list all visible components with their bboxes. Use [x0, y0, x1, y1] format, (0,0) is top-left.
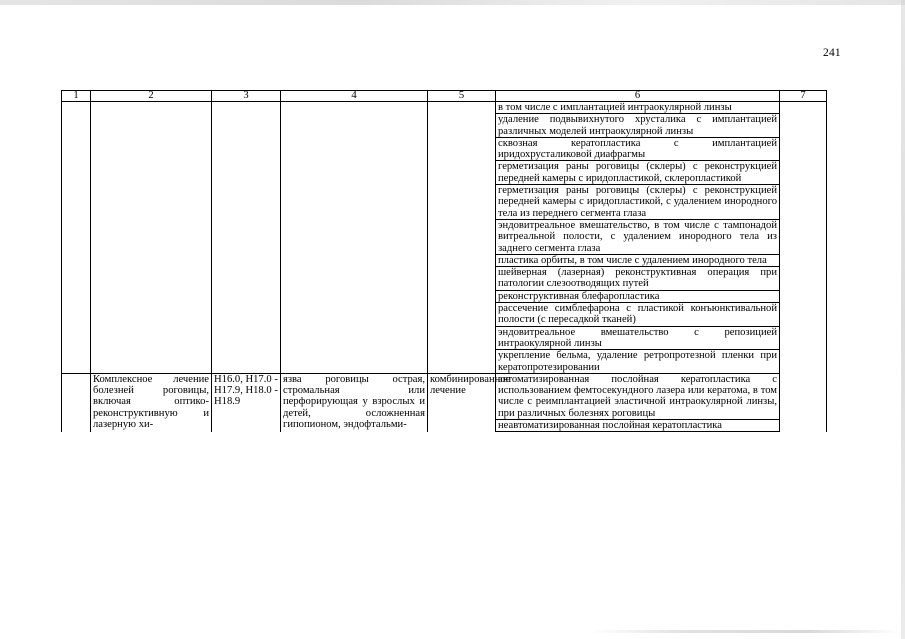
method-cell: укрепление бельма, удаление ретропротезной пленки при кератопротезировании	[496, 350, 780, 374]
method-cell: неавтоматизированная послойная кератопластика	[496, 420, 780, 432]
method-cell: сквозная кератопластика с имплантацией иридохрусталиковой диафрагмы	[496, 137, 780, 161]
method-cell: эндовитреальное вмешательство, в том числе с тампонадой витреальной полости, с удалением инородного тела из заднего сегмента глаза	[496, 219, 780, 254]
treatment-type: комбинированное лечение	[428, 373, 496, 431]
column-number: 5	[428, 91, 496, 102]
scan-edge-right	[901, 0, 905, 639]
method-cell: герметизация раны роговицы (склеры) с реконструкцией передней камеры с иридопластикой, склеропластикой	[496, 161, 780, 185]
table-row	[62, 102, 827, 114]
page-number: 241	[823, 47, 841, 59]
column-number: 6	[496, 91, 780, 102]
method-cell: герметизация раны роговицы (склеры) с реконструкцией передней камеры с иридопластикой, с удалением инородного тела из переднего сегмента глаза	[496, 185, 780, 220]
method-cell: в том числе с имплантацией интраокулярной линзы	[496, 102, 780, 114]
method-cell: реконструктивная блефаропластика	[496, 290, 780, 302]
diagnosis-codes: H16.0, H17.0 - H17.9, H18.0 - H18.9	[212, 373, 281, 431]
cell-blank	[281, 102, 428, 374]
column-number: 2	[91, 91, 212, 102]
cell-blank	[91, 102, 212, 374]
cell-blank	[780, 102, 827, 432]
column-number: 7	[780, 91, 827, 102]
method-cell: пластика орбиты, в том числе с удалением инородного тела	[496, 254, 780, 266]
method-cell: эндовитреальное вмешательство с репозицией интраокулярной линзы	[496, 326, 780, 350]
method-cell: автоматизированная послойная кератопластика с использованием фемтосекундного лазера или кератома, в том числе с реимплантацией эластичной интраокулярной линзы, при различных болезнях роговицы	[496, 373, 780, 419]
cell-blank	[212, 102, 281, 374]
method-cell: удаление подвывихнутого хрусталика с имплантацией различных моделей интраокулярной линзы	[496, 114, 780, 138]
medical-care-table	[61, 90, 827, 432]
care-type-name: Комплексное лечение болезней роговицы, включая оптико-реконструктивную и лазерную хи-	[91, 373, 212, 431]
cell-blank	[428, 102, 496, 374]
cell-blank	[62, 373, 91, 431]
column-number: 3	[212, 91, 281, 102]
column-number: 1	[62, 91, 91, 102]
patient-model: язва роговицы острая, стромальная или перфорирующая у взрослых и детей, осложненная гипопионом, эндофтальми-	[281, 373, 428, 431]
method-cell: рассечение симблефарона с пластикой конъюнктивальной полости (с пересадкой тканей)	[496, 303, 780, 327]
scan-edge-bottom	[590, 630, 900, 633]
column-number-row	[62, 91, 827, 102]
method-cell: шейверная (лазерная) реконструктивная операция при патологии слезоотводящих путей	[496, 267, 780, 291]
column-number: 4	[281, 91, 428, 102]
cell-blank	[62, 102, 91, 374]
scan-edge-top	[0, 0, 905, 5]
table-row	[62, 373, 827, 419]
